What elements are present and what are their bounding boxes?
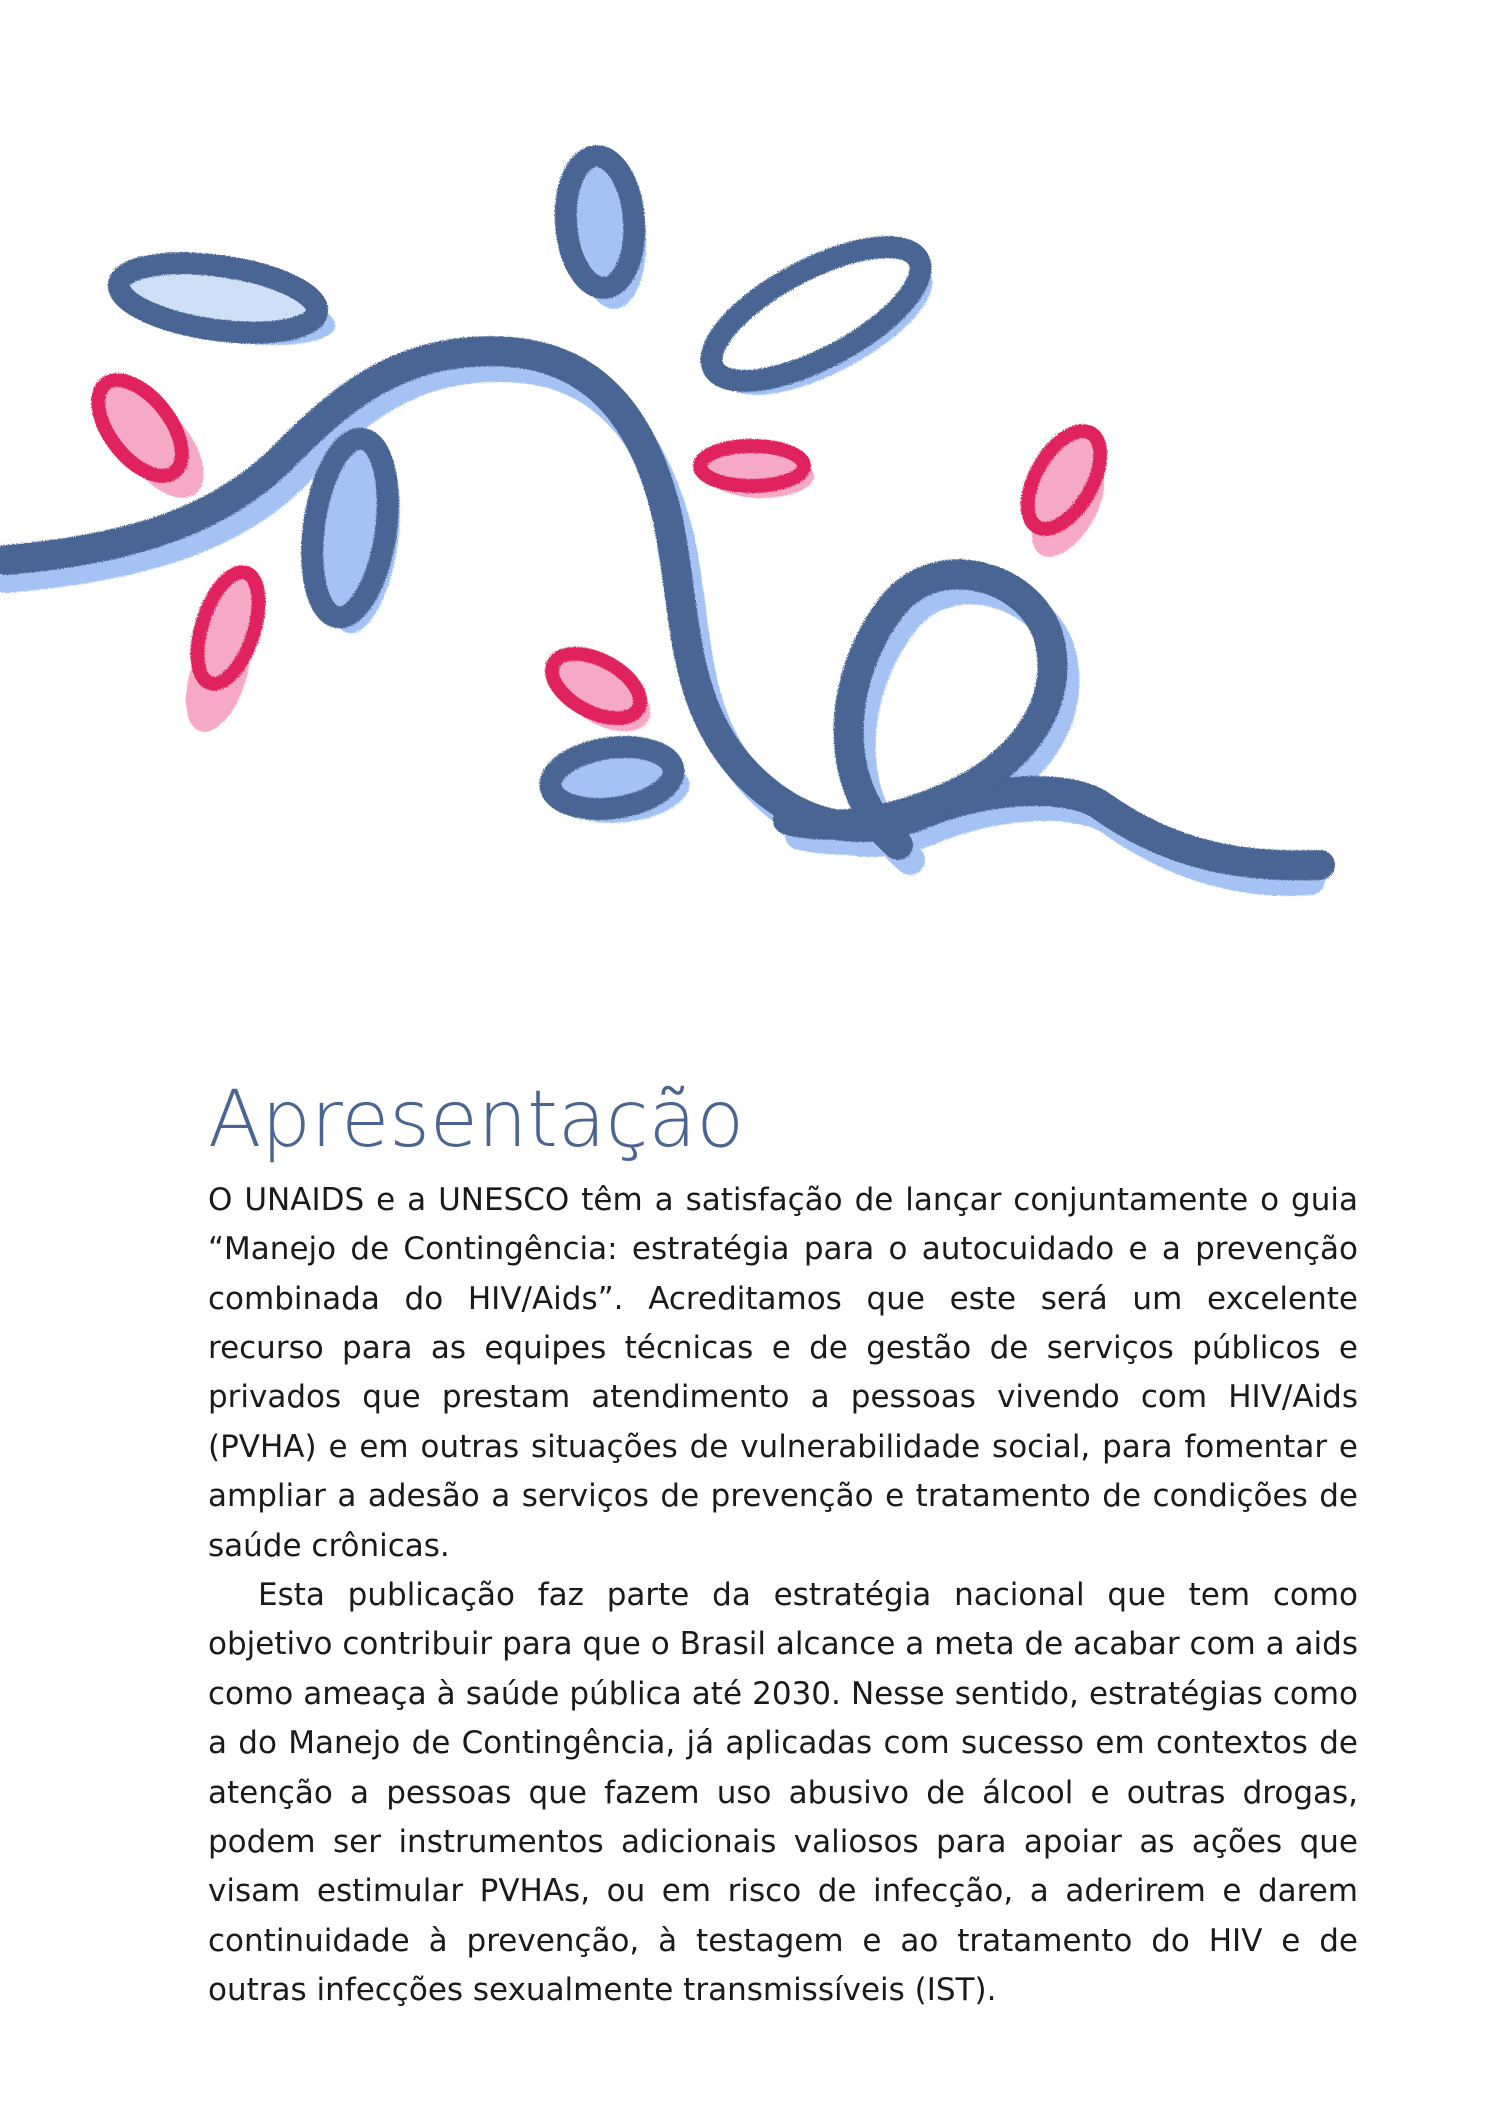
ribbon-illustration: [0, 0, 1500, 1000]
petal-center-icon: [700, 446, 804, 486]
petal-bottom-center-icon: [541, 641, 650, 732]
paragraph-intro: O UNAIDS e a UNESCO têm a satisfação de lançar conjuntamente o guia “Manejo de Contingência: estratégia para o autocuidado e a prevenção combinada do HIV/Aids”. Acreditamos que este será um excelente recurso para as equipes técnicas e de gestão de serviços públicos e privados que prestam atendimento a pessoas vivendo com HIV/Aids (PVHA) e em outras situações de vulnerabilidade social, para fomentar e ampliar a adesão a serviços de prevenção e tratamento de condições de saúde crônicas.: [208, 1181, 1358, 1564]
petal-lower-left-icon: [185, 565, 270, 691]
petal-left-icon: [82, 365, 198, 490]
petals: [82, 365, 1115, 731]
petal-right-icon: [1013, 419, 1115, 541]
paragraph-strategy: Esta publicação faz parte da estratégia nacional que tem como objetivo contribuir para que o Brasil alcance a meta de acabar com a aids como ameaça à saúde pública até 2030. Nesse sentido, estratégias como a do Manejo de Contingência, já aplicadas com sucesso em contextos de atenção a pessoas que fazem uso abusivo de álcool e outras drogas, podem ser instrumentos adicionais valiosos para apoiar as ações que visam estimular PVHAs, ou em risco de infecção, a aderirem e darem continuidade à prevenção, à testagem e ao tratamento do HIV e de outras infecções sexualmente transmissíveis (IST).: [208, 1577, 1358, 2009]
leaf-left-icon: [115, 252, 322, 343]
leaf-top-center-icon: [561, 154, 638, 290]
presentation-section: [208, 1075, 1358, 2016]
page-title: Apresentação: [208, 1075, 745, 1165]
leaf-bottom-icon: [546, 740, 677, 817]
